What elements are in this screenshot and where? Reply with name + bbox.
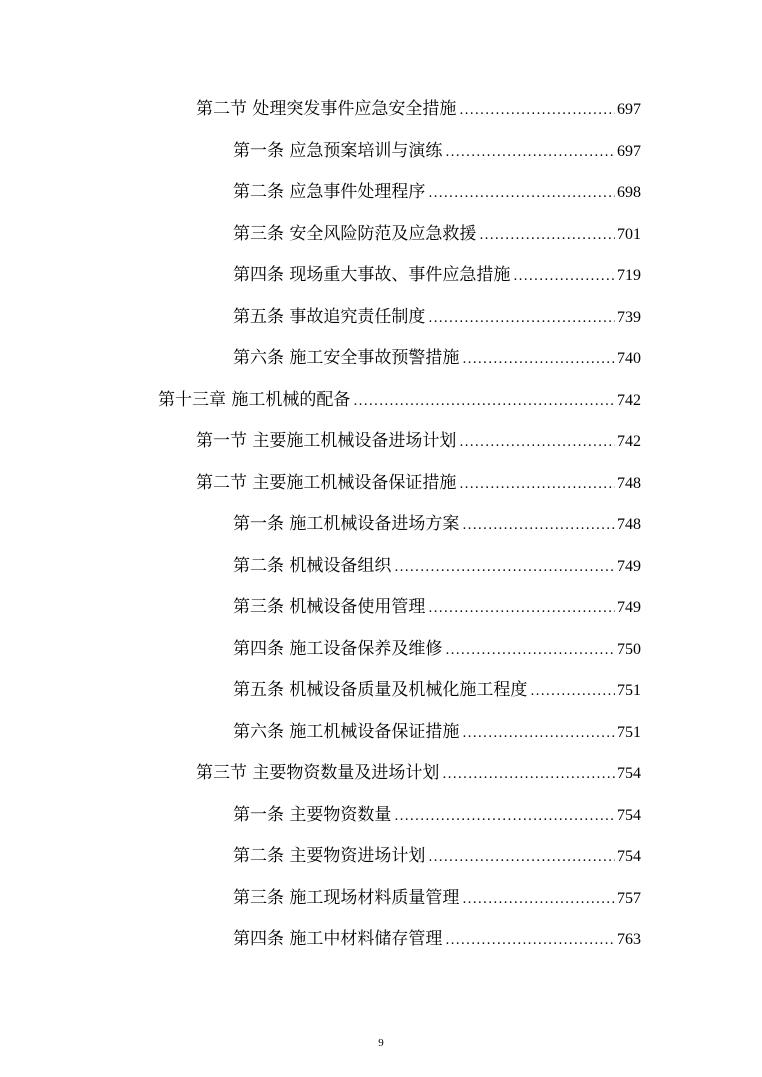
- toc-entry-title: 第二条 主要物资进场计划: [233, 846, 426, 866]
- toc-entry[interactable]: [233, 594, 641, 620]
- toc-entry[interactable]: [233, 553, 641, 579]
- toc-entry-title: 第三条 施工现场材料质量管理: [233, 888, 460, 908]
- toc-entry[interactable]: [233, 345, 641, 371]
- toc-dot-leader: [462, 887, 615, 913]
- toc-entry-page: 751: [617, 682, 641, 699]
- toc-entry[interactable]: [196, 96, 641, 122]
- toc-entry[interactable]: [233, 885, 641, 911]
- toc-dot-leader: [459, 98, 615, 124]
- toc-entry-title: 第一条 主要物资数量: [233, 805, 392, 825]
- toc-dot-leader: [459, 430, 615, 456]
- toc-entry-page: 742: [617, 433, 641, 450]
- toc-dot-leader: [445, 928, 615, 954]
- toc-entry[interactable]: [233, 719, 641, 745]
- toc-entry[interactable]: [233, 304, 641, 330]
- toc-entry[interactable]: [233, 179, 641, 205]
- toc-entry-page: 749: [617, 599, 641, 616]
- toc-dot-leader: [462, 721, 615, 747]
- toc-entry-page: 697: [617, 143, 641, 160]
- toc-entry[interactable]: [233, 802, 641, 828]
- toc-entry[interactable]: [233, 636, 641, 662]
- toc-entry[interactable]: [233, 262, 641, 288]
- toc-dot-leader: [394, 804, 615, 830]
- toc-entry[interactable]: [233, 677, 641, 703]
- toc-entry-page: 739: [617, 309, 641, 326]
- toc-dot-leader: [353, 389, 615, 415]
- toc-entry-title: 第一条 应急预案培训与演练: [233, 141, 443, 161]
- toc-entry-page: 757: [617, 890, 641, 907]
- toc-entry-title: 第十三章 施工机械的配备: [158, 390, 351, 410]
- toc-entry-page: 750: [617, 641, 641, 658]
- toc-dot-leader: [428, 596, 615, 622]
- toc-entry-title: 第五条 机械设备质量及机械化施工程度: [233, 680, 528, 700]
- toc-dot-leader: [530, 679, 615, 705]
- toc-entry-title: 第四条 现场重大事故、事件应急措施: [233, 265, 511, 285]
- toc-entry[interactable]: [196, 760, 641, 786]
- toc-entry-title: 第四条 施工设备保养及维修: [233, 639, 443, 659]
- toc-entry[interactable]: [196, 428, 641, 454]
- toc-entry-page: 748: [617, 475, 641, 492]
- toc-entry-page: 763: [617, 931, 641, 948]
- toc-dot-leader: [394, 555, 615, 581]
- toc-entry-page: 754: [617, 807, 641, 824]
- toc-entry-title: 第六条 施工机械设备保证措施: [233, 722, 460, 742]
- toc-entry-title: 第六条 施工安全事故预警措施: [233, 348, 460, 368]
- toc-entry-title: 第四条 施工中材料储存管理: [233, 929, 443, 949]
- toc-entry[interactable]: [233, 221, 641, 247]
- toc-entry[interactable]: [233, 843, 641, 869]
- toc-entry-title: 第二条 应急事件处理程序: [233, 182, 426, 202]
- toc-dot-leader: [479, 223, 615, 249]
- toc-entry-page: 719: [617, 267, 641, 284]
- toc-entry-page: 751: [617, 724, 641, 741]
- toc-entry-title: 第二条 机械设备组织: [233, 556, 392, 576]
- toc-entry-page: 749: [617, 558, 641, 575]
- toc-entry[interactable]: [233, 138, 641, 164]
- toc-entry-title: 第五条 事故追究责任制度: [233, 307, 426, 327]
- toc-dot-leader: [442, 762, 615, 788]
- toc-dot-leader: [459, 472, 615, 498]
- toc-dot-leader: [445, 638, 615, 664]
- toc-dot-leader: [428, 845, 615, 871]
- toc-dot-leader: [428, 181, 615, 207]
- toc-entry-title: 第三条 机械设备使用管理: [233, 597, 426, 617]
- toc-entry-title: 第一条 施工机械设备进场方案: [233, 514, 460, 534]
- toc-entry-page: 754: [617, 765, 641, 782]
- toc-entry-title: 第一节 主要施工机械设备进场计划: [196, 431, 457, 451]
- toc-entry-page: 697: [617, 101, 641, 118]
- toc-entry[interactable]: [196, 470, 641, 496]
- toc-entry-title: 第三节 主要物资数量及进场计划: [196, 763, 440, 783]
- toc-entry-page: 701: [617, 226, 641, 243]
- toc-entry[interactable]: [158, 387, 641, 413]
- toc-entry-title: 第二节 处理突发事件应急安全措施: [196, 99, 457, 119]
- toc-entry-page: 748: [617, 516, 641, 533]
- toc-entry-page: 740: [617, 350, 641, 367]
- toc-entry[interactable]: [233, 511, 641, 537]
- toc-dot-leader: [462, 347, 615, 373]
- page-number: 9: [378, 1037, 384, 1049]
- toc-entry-title: 第二节 主要施工机械设备保证措施: [196, 473, 457, 493]
- toc-dot-leader: [513, 264, 615, 290]
- toc-dot-leader: [462, 513, 615, 539]
- toc-entry-page: 742: [617, 392, 641, 409]
- toc-entry-page: 754: [617, 848, 641, 865]
- toc-entry-title: 第三条 安全风险防范及应急救援: [233, 224, 477, 244]
- toc-dot-leader: [445, 140, 615, 166]
- toc-entry[interactable]: [233, 926, 641, 952]
- toc-dot-leader: [428, 306, 615, 332]
- toc-entry-page: 698: [617, 184, 641, 201]
